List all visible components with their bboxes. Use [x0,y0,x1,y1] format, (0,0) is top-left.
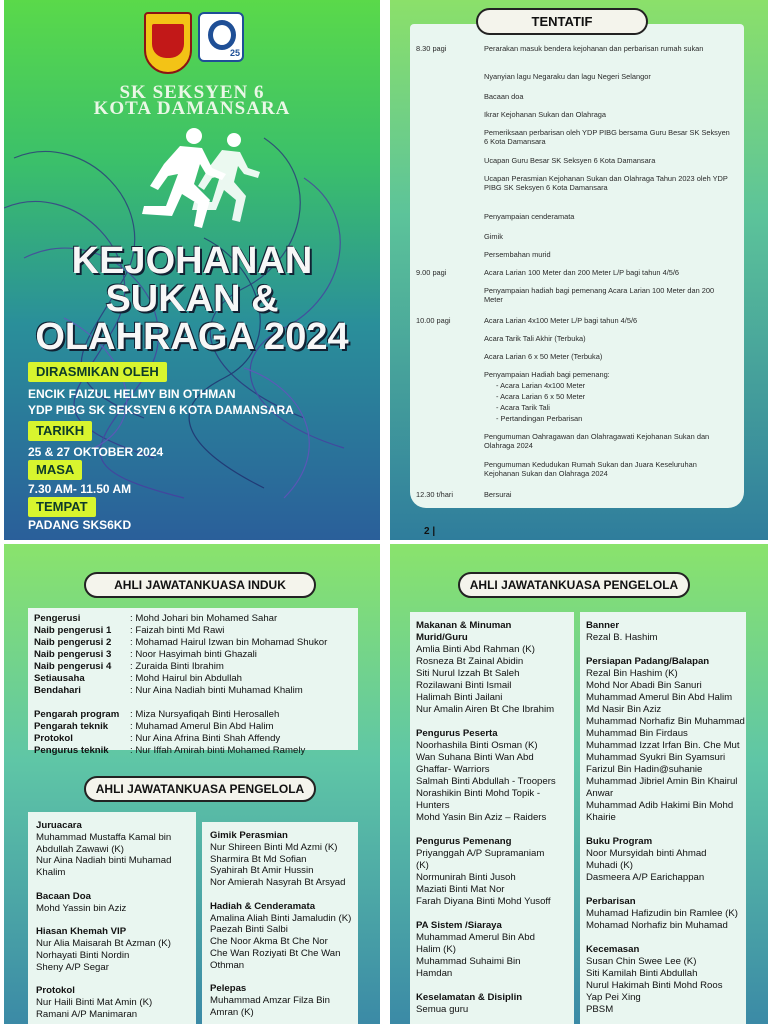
committee-line: Buku Program [586,836,653,847]
tentatif-row-desc: Penyampaian cenderamata [484,212,575,221]
committee-line: Norhayati Binti Nordin [36,949,130,961]
tentatif-row-time: 12.30 t/hari [416,490,453,499]
committee-line: Nur Aina Nadiah binti Muhamad [36,855,172,867]
committee-line: Siti Nurul Izzah Bt Saleh [416,668,520,679]
committee-line: Hamdan [416,968,453,979]
tentatif-row [416,432,746,450]
event-time: 7.30 AM- 11.50 AM [28,482,132,496]
committee-page-left [4,544,380,1024]
induk-name: : Mohd Johari bin Mohamed Sahar [130,613,278,624]
committee-line: Juruacara [36,820,82,831]
committee-line: Khairie [586,812,616,823]
committee-line: Che Wan Roziyati Bt Che Wan [210,948,341,959]
school-crest-logo [144,12,192,74]
induk-row [34,625,364,637]
committee-line: Syahirah Bt Amir Hussin [210,865,314,877]
committee-line: Semua guru [416,1004,469,1015]
induk-row [34,673,364,685]
tentatif-row-desc: Pemeriksaan perbarisan oleh YDP PIBG bersama Guru Besar SK Seksyen 6 Kota Damansara [484,128,730,146]
induk-role: Bendahari [34,685,81,696]
committee-line: Muhammad Amerul Bin Abd [416,932,535,943]
induk-row [34,661,364,673]
committee-line: Makanan & Minuman [416,620,512,631]
committee-line: Priyanggah A/P Supramaniam [416,848,545,859]
tentatif-row-desc: Ucapan Perasmian Kejohanan Sukan dan Olahraga Tahun 2023 oleh YDP PIBG SK Seksyen 6 Kota Damansara [484,174,728,192]
committee-line: Keselamatan & Disiplin [416,992,523,1003]
committee-line: Nur Shireen Binti Md Azmi (K) [210,841,338,853]
tentatif-row [416,414,746,423]
committee-line: Bacaan Doa [36,890,91,902]
induk-role: Naib pengerusi 4 [34,661,112,672]
committee-line: Hunters [416,800,450,811]
committee-line: Noorhashila Binti Osman (K) [416,740,538,751]
induk-row [34,745,364,757]
induk-role: Pengerusi [34,613,81,624]
tentatif-row [416,44,746,53]
tentatif-row [416,403,746,412]
committee-line: Mohd Nor Abadi Bin Sanuri [586,680,702,691]
tentatif-row-desc: Acara Larian 6 x 50 Meter (Terbuka) [484,352,603,361]
committee-line: Kecemasan [586,944,640,955]
committee-line: Muhammad Norhafiz Bin Muhammad [586,716,745,727]
tentatif-row [416,286,746,304]
committee-line: Md Nasir Bin Aziz [586,704,662,715]
induk-name: : Miza Nursyafiqah Binti Herosalleh [130,709,280,720]
committee-line: Ghaffar- Warriors [416,764,490,775]
committee-line: Nurul Hakimah Binti Mohd Roos [586,980,723,991]
committee-line: Ramani A/P Manimaran [36,1008,138,1020]
tentatif-row-desc: - Pertandingan Perbarisan [496,414,583,423]
tentatif-row-time: 9.00 pagi [416,268,447,277]
induk-name: : Noor Hasyimah binti Ghazali [130,649,257,660]
committee-line: Normunirah Binti Jusoh [416,872,516,883]
committee-line: Amalina Aliah Binti Jamaludin (K) [210,912,352,924]
venue-tag: TEMPAT [28,497,96,517]
induk-name: : Nur Aina Nadiah binti Muhamad Khalim [130,685,303,696]
induk-row [34,733,364,745]
anniversary-logo-text: 25 [229,48,240,58]
event-date: 25 & 27 OKTOBER 2024 [28,445,164,459]
committee-line: Mohd Yassin bin Aziz [36,902,127,914]
date-tag: TARIKH [28,421,92,441]
tentatif-row [416,352,746,361]
committee-line: Muhammad Jibriel Amin Bin Khairul [586,776,738,787]
tentatif-row [416,212,746,221]
page-number: 2 | [424,526,436,537]
induk-name: : Faizah binti Md Rawi [130,625,225,636]
tentatif-row [416,72,746,81]
tentatif-row [416,232,746,241]
tentatif-row-desc: - Acara Larian 6 x 50 Meter [496,392,586,401]
committee-line: PA Sistem /Siaraya [416,920,502,931]
committee-line: PBSM [586,1004,614,1015]
event-venue: PADANG SKS6KD [28,518,132,532]
committee-line: Mohd Yasin Bin Aziz – Raiders [416,812,547,823]
committee-line: Norashikin Binti Mohd Topik - [416,788,541,799]
induk-row [34,649,364,661]
tentatif-row-desc: Acara Larian 4x100 Meter L/P bagi tahun 4/5/6 [484,316,638,325]
committee-line: Muhammad Amzar Filza Bin [210,995,330,1007]
tentatif-row [416,370,746,379]
induk-row [34,721,364,733]
pengelola-left-title: AHLI JAWATANKUASA PENGELOLA [84,776,316,802]
tentatif-row [416,268,746,277]
committee-line: Salmah Binti Abdullah - Troopers [416,776,556,787]
committee-line: Rosneza Bt Zainal Abidin [416,656,524,667]
committee-line: Nur Amalin Airen Bt Che Ibrahim [416,704,555,715]
induk-role: Naib pengerusi 1 [34,625,112,636]
committee-line: Hiasan Khemah VIP [36,926,127,938]
tentatif-row [416,110,746,119]
committee-line: Sheny A/P Segar [36,961,109,973]
induk-role: Naib pengerusi 3 [34,649,112,660]
induk-role: Protokol [34,733,73,744]
tentatif-row-desc: Penyampaian Hadiah bagi pemenang: [484,370,610,379]
committee-line: Rezal B. Hashim [586,632,658,643]
induk-role: Pengarah teknik [34,721,109,732]
committee-line: Halim (K) [416,944,456,955]
committee-line: Muhammad Suhaimi Bin [416,956,521,967]
committee-line: Mohamad Norhafiz bin Muhamad [586,920,728,931]
pengelola-right-title: AHLI JAWATANKUASA PENGELOLA [458,572,690,598]
tentatif-row-desc: Gimik [484,232,503,241]
committee-line: Muhammad Izzat Irfan Bin. Che Mut [586,740,740,751]
committee-line: Wan Suhana Binti Wan Abd [416,752,534,763]
tentatif-row [416,392,746,401]
committee-line: Nur Haili Binti Mat Amin (K) [36,997,153,1008]
committee-line: Muhammad Syukri Bin Syamsuri [586,752,726,763]
committee-line: Perbarisan [586,896,636,907]
committee-line: Muhamad Hafizudin bin Ramlee (K) [586,908,738,919]
induk-name: : Nur Aina Afrina Binti Shah Affendy [130,733,281,744]
tentatif-row-desc: - Acara Tarik Tali [496,403,550,412]
tentatif-row-desc: Acara Tarik Tali Akhir (Terbuka) [484,334,586,343]
induk-name: : Muhamad Amerul Bin Abd Halim [130,721,274,732]
tentatif-row [416,334,746,343]
induk-row [34,613,364,625]
committee-line: Anwar [586,788,614,799]
tentatif-row [416,316,746,325]
committee-page-right [390,544,768,1024]
committee-line: Pelepas [210,983,247,995]
tentatif-row-desc: Ucapan Guru Besar SK Seksyen 6 Kota Damansara [484,156,656,165]
induk-name: : Mohd Hairul bin Abdullah [130,673,242,684]
tentatif-row [416,490,746,499]
induk-role: Pengarah program [34,709,120,720]
officiant-role: YDP PIBG SK SEKSYEN 6 KOTA DAMANSARA [28,403,294,417]
committee-line: Muhadi (K) [586,860,633,871]
tentatif-row-desc: Nyanyian lagu Negaraku dan lagu Negeri Selangor [484,72,651,81]
tentatif-row-desc: - Acara Larian 4x100 Meter [496,381,586,390]
anniversary-logo [198,12,244,62]
tentatif-row-desc: Pengumuman Kedudukan Rumah Sukan dan Juara Keseluruhan Kejohanan Sukan dan Olahraga 2024 [484,460,697,478]
committee-line: Nor Amierah Nasyrah Bt Arsyad [210,877,346,889]
committee-line: Rezal Bin Hashim (K) [586,668,678,679]
induk-role: Naib pengerusi 2 [34,637,112,648]
committee-line: Amlia Binti Abd Rahman (K) [416,644,535,655]
tentatif-row [416,156,746,165]
committee-line: Othman [210,959,245,971]
committee-line: Che Noor Akma Bt Che Nor [210,936,328,948]
induk-row [34,685,364,697]
committee-line: Murid/Guru [416,632,468,643]
committee-line: Abdullah Zawawi (K) [36,843,124,855]
committee-line: Gimik Perasmian [210,830,288,841]
committee-line: Amran (K) [210,1007,254,1018]
tentatif-row [416,460,746,478]
committee-line: Muhammad Amerul Bin Abd Halim [586,692,733,703]
committee-line: Banner [586,620,620,631]
school-name-line1: SK SEKSYEN 6 [119,82,265,103]
tentatif-row-desc: Persembahan murid [484,250,551,259]
committee-line: Pengurus Peserta [416,728,498,739]
time-tag: MASA [28,460,82,480]
tentatif-row [416,128,746,146]
committee-line: Hadiah & Cenderamata [210,900,316,912]
committee-line: Farizul Bin Hadin@suhanie [586,764,703,775]
tentatif-page [390,0,768,540]
committee-line: Muhammad Bin Firdaus [586,728,688,739]
induk-name: : Nur Iffah Amirah binti Mohamed Ramely [130,745,306,756]
tentatif-row-desc: Bacaan doa [484,92,524,101]
committee-line: Persiapan Padang/Balapan [586,656,710,667]
committee-line: Khalim [36,867,66,879]
tentatif-row-desc: Bersurai [484,490,512,499]
induk-row [34,709,364,721]
tentatif-row [416,174,746,192]
tentatif-row-desc: Penyampaian hadiah bagi pemenang Acara Larian 100 Meter dan 200 Meter [484,286,715,304]
committee-line: Rozilawani Binti Ismail [416,680,512,691]
tentatif-row-desc: Acara Larian 100 Meter dan 200 Meter L/P bagi tahun 4/5/6 [484,268,680,277]
committee-line: Yap Pei Xing [586,992,641,1003]
committee-line: Muhammad Mustaffa Kamal bin [36,831,172,843]
committee-line: Farah Diyana Binti Mohd Yusoff [416,896,551,907]
event-title-line2: SUKAN & [105,278,279,320]
committee-line: Protokol [36,985,75,997]
runners-silhouette-icon [122,124,262,234]
tentatif-row [416,381,746,390]
school-name-line2: KOTA DAMANSARA [93,98,291,119]
committee-line: Muhammad Adib Hakimi Bin Mohd [586,800,734,811]
committee-line: Dasmeera A/P Earichappan [586,872,705,883]
committee-line: Nur Alia Maisarah Bt Azman (K) [36,938,171,949]
induk-role: Pengurus teknik [34,745,109,756]
committee-line: Susan Chin Swee Lee (K) [586,956,697,967]
tentatif-title: TENTATIF [476,8,648,35]
tentatif-row-desc: Perarakan masuk bendera kejohanan dan perbarisan rumah sukan [484,44,704,53]
induk-role: Setiausaha [34,673,85,684]
event-title-line3: OLAHRAGA 2024 [35,316,349,358]
tentatif-row [416,92,746,101]
induk-name: : Zuraida Binti Ibrahim [130,661,224,672]
committee-line: Maziati Binti Mat Nor [416,884,505,895]
tentatif-row [416,250,746,259]
induk-row [34,637,364,649]
officiant-name: ENCIK FAIZUL HELMY BIN OTHMAN [28,387,236,401]
tentatif-row-time: 10.00 pagi [416,316,451,325]
committee-line: Halimah Binti Jailani [416,692,503,703]
committee-line: Siti Kamilah Binti Abdullah [586,968,698,979]
committee-line: Noor Mursyidah binti Ahmad [586,848,707,859]
committee-line: Sharmira Bt Md Sofian [210,853,307,865]
committee-line: Pengurus Pemenang [416,836,512,847]
tentatif-row-desc: Pengumuman Oahragawan dan Olahragawati Kejohanan Sukan dan Olahraga 2024 [484,432,710,450]
tentatif-row-desc: Ikrar Kejohanan Sukan dan Olahraga [484,110,607,119]
induk-name: : Mohamad Hairul Izwan bin Mohamad Shukor [130,637,328,648]
event-title-line1: KEJOHANAN [71,240,313,282]
committee-line: Paezah Binti Salbi [210,924,288,936]
induk-title: AHLI JAWATANKUASA INDUK [84,572,316,598]
tentatif-row-time: 8.30 pagi [416,44,447,53]
officiated-tag: DIRASMIKAN OLEH [28,362,167,382]
committee-line: (K) [416,860,429,871]
poster-page [4,0,380,540]
